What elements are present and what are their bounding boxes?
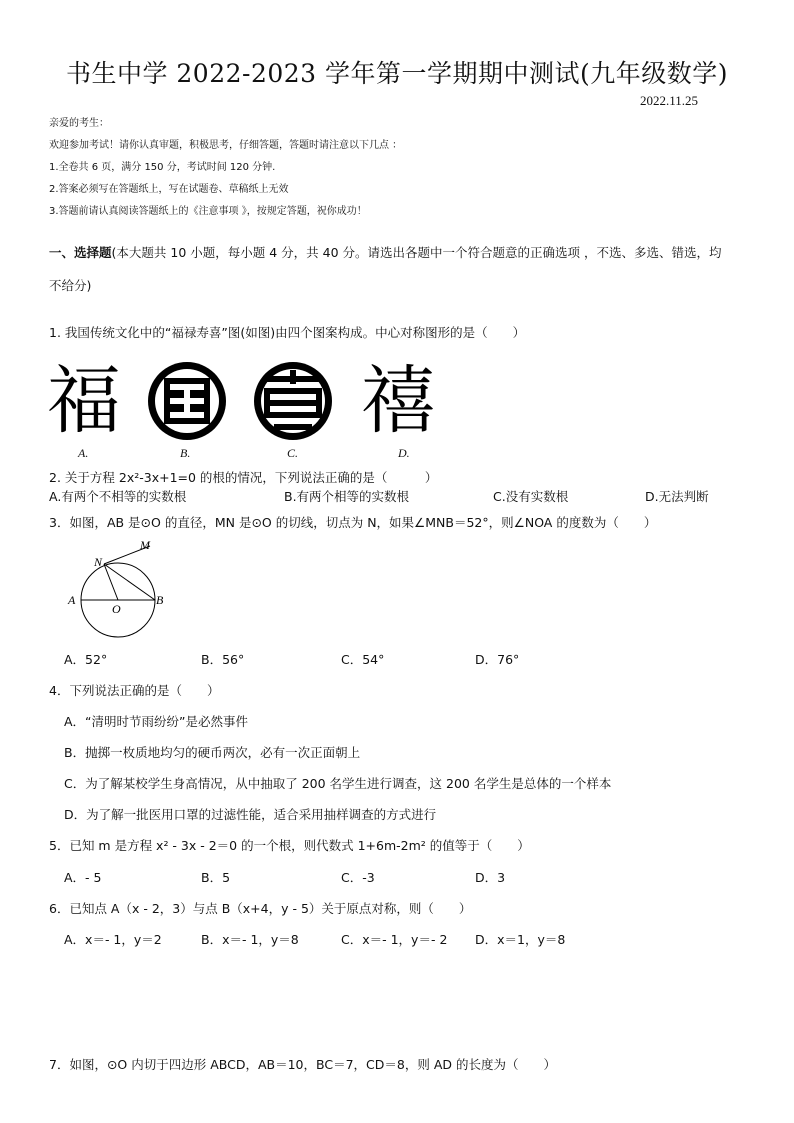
q2-option-a: A.有两个不相等的实数根 [49,489,187,504]
q6-option-c: C．x＝- 1，y＝- 2 [341,932,448,947]
q4-option-a: A．“清明时节雨纷纷”是必然事件 [64,714,249,729]
q2-option-b: B.有两个相等的实数根 [284,489,410,504]
question-7: 7．如图，⊙O 内切于四边形 ABCD，AB＝10，BC＝7，CD＝8，则 AD 的长度为（ ） [49,1057,556,1072]
q3-option-c: C．54° [341,652,385,667]
circle-tangent-figure [64,536,174,642]
section-heading-line [49,243,721,261]
q5-option-d: D．3 [475,870,506,885]
fu-emblem-icon: 福 [47,358,121,444]
exam-title: 书生中学 2022-2023 学年第一学期期中测试(九年级数学) [65,59,729,88]
q6-option-b: B．x＝- 1，y＝8 [201,932,299,947]
shou-emblem-icon [250,358,336,444]
q6-option-a: A．x＝- 1，y＝2 [64,932,162,947]
q1-option-b-label: B. [180,446,191,460]
section-heading: 一、选择题 [49,245,112,260]
q2-option-c: C.没有实数根 [493,489,569,504]
notice-line-3: 2.答案必须写在答题纸上，写在试题卷、草稿纸上无效 [49,184,289,195]
notice-line-4: 3.答题前请认真阅读答题纸上的《注意事项 》，按规定答题，祝你成功！ [49,206,367,217]
notice-line-2: 1.全卷共 6 页，满分 150 分，考试时间 120 分钟. [49,162,276,173]
question-6: 6．已知点 A（x - 2，3）与点 B（x+4，y - 5）关于原点对称，则（ ） [49,901,472,916]
label-a: A [68,593,76,607]
lu-emblem-icon [144,358,230,444]
q5-option-b: B．5 [201,870,231,885]
q4-option-d: D．为了解一批医用口罩的过滤性能，适合采用抽样调查的方式进行 [64,807,437,822]
xi-emblem-icon: 禧 [361,358,435,444]
section-description: (本大题共 10 小题，每小题 4 分，共 40 分。请选出各题中一个符合题意的正确选项 ，不选、多选、错选，均 [111,245,722,260]
notice-greeting: 亲爱的考生： [49,118,109,129]
exam-date: 2022.11.25 [640,93,699,108]
question-5: 5．已知 m 是方程 x² - 3x - 2＝0 的一个根，则代数式 1+6m-2m² 的值等于（ ） [49,838,530,853]
question-1: 1. 我国传统文化中的“福禄寿喜”图(如图)由四个图案构成。中心对称图形的是（ ） [49,325,526,340]
question-4: 4．下列说法正确的是（ ） [49,683,220,698]
q1-option-c-label: C. [287,446,299,460]
q1-option-d-label: D. [398,446,410,460]
question-3: 3．如图，AB 是⊙O 的直径，MN 是⊙O 的切线，切点为 N，如果∠MNB＝52°，则∠NOA 的度数为（ ） [49,515,657,530]
label-b: B [156,593,164,607]
q2-option-d: D.无法判断 [645,489,709,504]
q5-option-a: A．- 5 [64,870,102,885]
label-m: M [140,538,150,552]
q1-option-a-label: A. [78,446,89,460]
question-2: 2. 关于方程 2x²-3x+1=0 的根的情况，下列说法正确的是（ ） [49,470,438,485]
notice-line-1: 欢迎参加考试！请你认真审题，积极思考，仔细答题，答题时请注意以下几点 ： [49,140,403,151]
q5-option-c: C．-3 [341,870,375,885]
q3-option-b: B．56° [201,652,245,667]
section-description-cont: 不给分) [49,278,92,293]
q3-option-d: D．76° [475,652,520,667]
q4-option-b: B．抛掷一枚质地均匀的硬币两次，必有一次正面朝上 [64,745,361,760]
label-o: O [112,602,121,616]
label-n: N [94,555,103,569]
q4-option-c: C．为了解某校学生身高情况，从中抽取了 200 名学生进行调查，这 200 名学生是总体的一个样本 [64,776,612,791]
q3-option-a: A．52° [64,652,108,667]
q6-option-d: D．x＝1，y＝8 [475,932,566,947]
